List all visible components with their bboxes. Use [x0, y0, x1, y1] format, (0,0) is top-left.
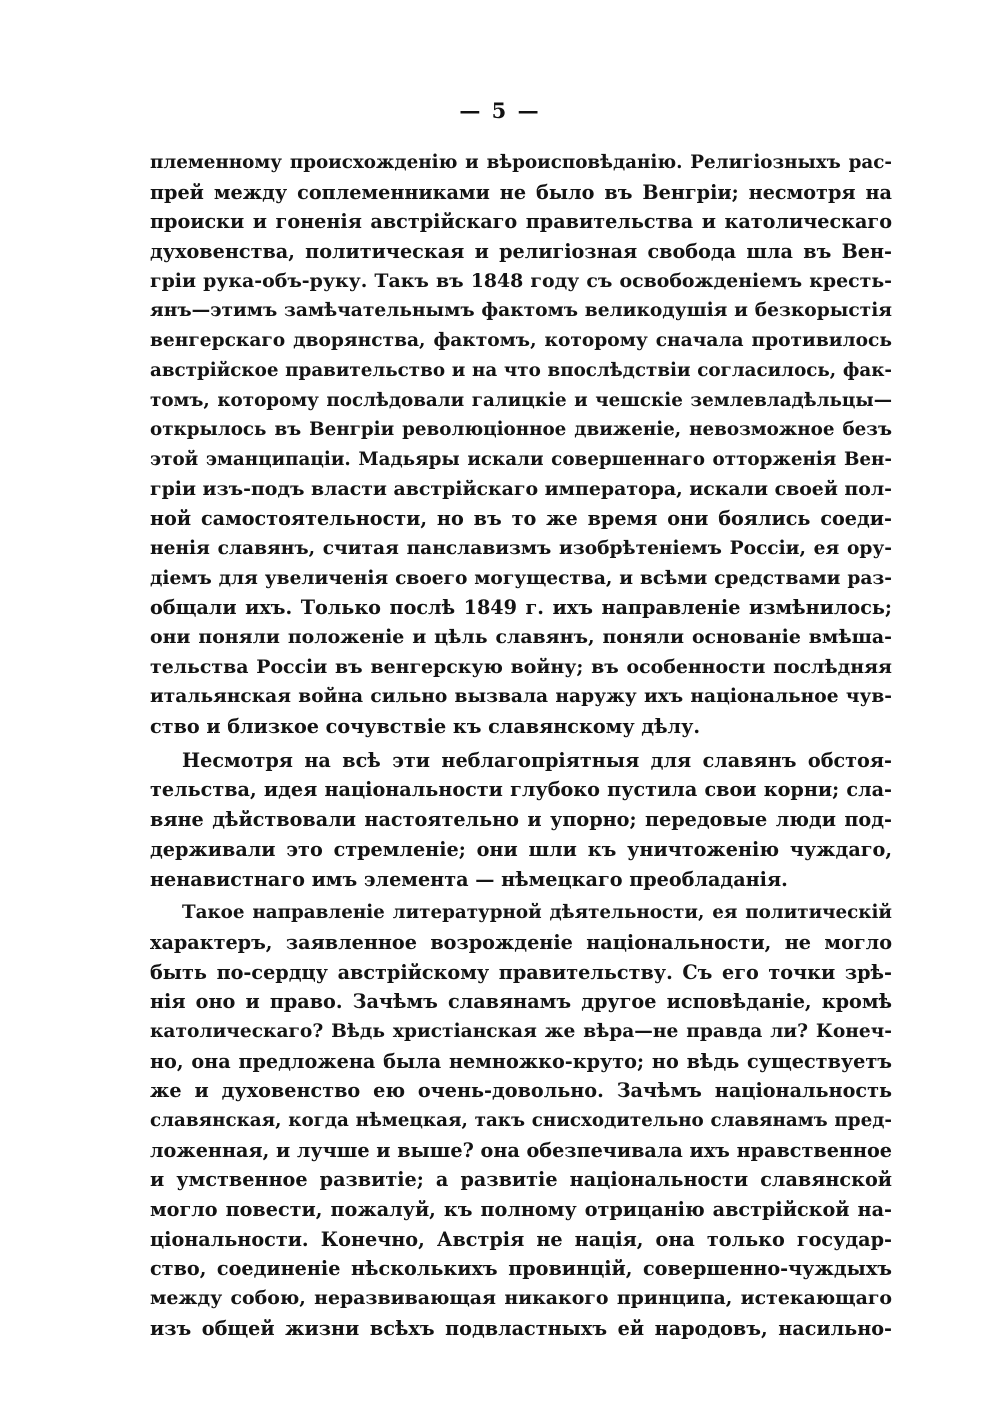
paragraph-3: [150, 898, 892, 1343]
text-line: они поняли положеніе и цѣль славянъ, поняли основаніе вмѣша-: [150, 626, 892, 648]
text-line: гріи рука-объ-руку. Такъ въ 1848 году съ освобожденіемъ кресть-: [150, 269, 892, 292]
body-text: [150, 148, 892, 1344]
text-line: венгерскаго дворянства, фактомъ, которому сначала противилось: [150, 330, 892, 352]
text-line: и умственное развитіе; а развитіе національности славянской: [150, 1168, 892, 1192]
text-line: держивали это стремленіе; они шли къ уничтоженію чуждаго,: [150, 837, 892, 861]
text-line: тельства Россіи въ венгерскую войну; въ особенности послѣдняя: [150, 655, 892, 678]
text-line: ненавистнаго имъ элемента — нѣмецкаго преобладанія.: [150, 867, 788, 891]
text-line: католическаго? Вѣдь христіанская же вѣра—не правда ли? Конеч-: [150, 1020, 892, 1042]
paragraph-2: [150, 746, 892, 894]
text-line: племенному происхожденію и вѣроисповѣданію. Религіозныхъ рас-: [150, 152, 892, 173]
text-line: діемъ для увеличенія своего могущества, и всѣми средствами раз-: [150, 567, 892, 589]
text-line: Несмотря на всѣ эти неблагопріятныя для славянъ обстоя-: [182, 748, 892, 772]
text-line: общали ихъ. Только послѣ 1849 г. ихъ направленіе измѣнилось;: [150, 596, 892, 620]
text-line: нія оно и право. Зачѣмъ славянамъ другое исповѣданіе, кромѣ: [150, 990, 892, 1014]
paragraph-1: [150, 148, 892, 742]
text-line: тельства, идея національности глубоко пустила свои корни; сла-: [150, 778, 892, 802]
text-line: характеръ, заявленное возрожденіе національности, не могло: [150, 930, 892, 954]
text-line: могло повести, пожалуй, къ полному отрицанію австрійской на-: [150, 1198, 892, 1222]
text-line: янъ—этимъ замѣчательнымъ фактомъ великодушія и безкорыстія: [150, 300, 892, 322]
text-line: томъ, которому послѣдовали галицкіе и чешскіе землевладѣльцы—: [150, 389, 892, 411]
text-line: ложенная, и лучше и выше? она обезпечивала ихъ нравственное: [150, 1138, 892, 1162]
page-number: — 5 —: [459, 98, 541, 123]
text-line: ной самостоятельности, но въ то же время они боялись соеди-: [150, 507, 892, 531]
text-line: ство, соединеніе нѣсколькихъ провинцій, совершенно-чуждыхъ: [150, 1257, 892, 1281]
text-line: изъ общей жизни всѣхъ подвластныхъ ей народовъ, насильно-: [150, 1316, 892, 1340]
text-line: же и духовенство ею очень-довольно. Зачѣмъ національность: [150, 1079, 892, 1103]
text-line: этой эманципаціи. Мадьяры искали совершеннаго отторженія Вен-: [150, 448, 892, 470]
text-line: открылось въ Венгріи революціонное движеніе, невозможное безъ: [150, 419, 892, 441]
text-line: ство и близкое сочувствіе къ славянскому дѣлу.: [150, 715, 701, 739]
text-line: итальянская война сильно вызвала наружу ихъ національное чув-: [150, 686, 892, 708]
text-line: между собою, неразвивающая никакого принципа, истекающаго: [150, 1287, 892, 1310]
text-line: славянская, когда нѣмецкая, такъ снисходительно славянамъ пред-: [150, 1110, 892, 1131]
text-line: духовенства, политическая и религіозная свобода шла въ Вен-: [150, 240, 892, 264]
text-line: прей между соплеменниками не было въ Венгріи; несмотря на: [150, 180, 892, 204]
text-line: гріи изъ-подъ власти австрійскаго императора, искали своей пол-: [150, 477, 892, 500]
text-line: быть по-сердцу австрійскому правительству. Съ его точки зрѣ-: [150, 960, 892, 984]
text-line: вяне дѣйствовали настоятельно и упорно; передовые люди под-: [150, 808, 892, 832]
text-line: ціональности. Конечно, Австрія не нація, она только государ-: [150, 1227, 892, 1251]
text-line: ненія славянъ, считая панславизмъ изобрѣтеніемъ Россіи, ея ору-: [150, 537, 892, 559]
text-line: но, она предложена была немножко-круто; но вѣдь существуетъ: [150, 1049, 892, 1073]
text-line: австрійское правительство и на что впослѣдствіи согласилось, фак-: [150, 359, 892, 381]
text-line: Такое направленіе литературной дѣятельности, ея политическій: [182, 902, 892, 924]
text-line: происки и гоненія австрійскаго правительства и католическаго: [150, 210, 892, 234]
